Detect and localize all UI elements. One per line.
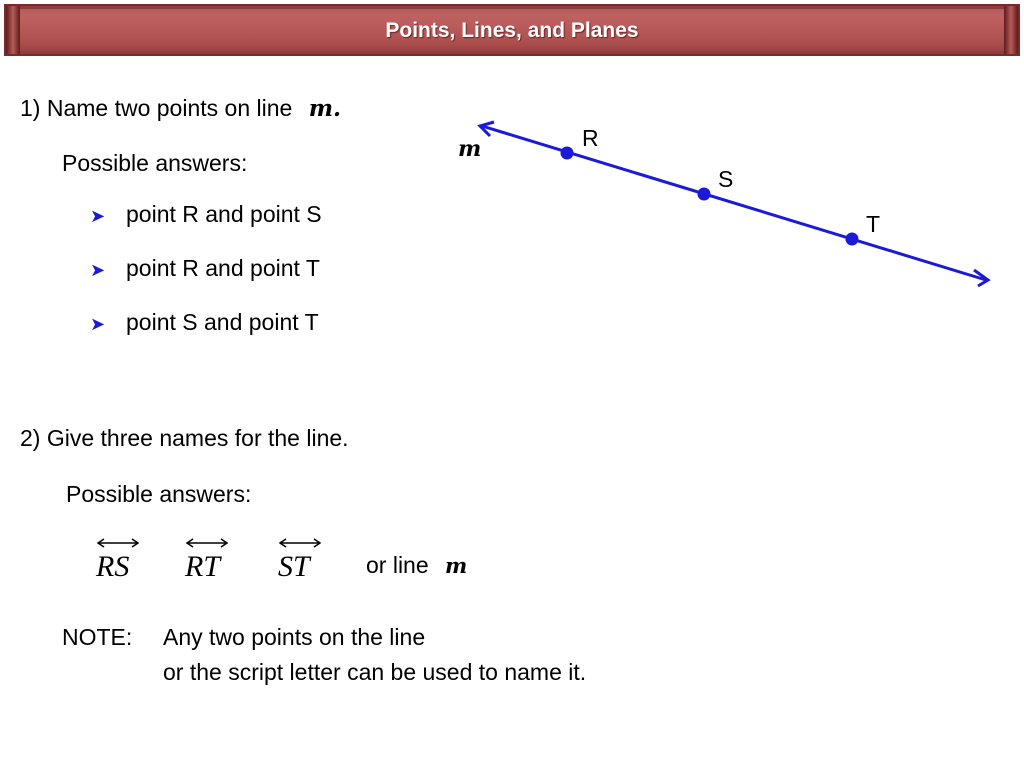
line-m <box>482 126 986 280</box>
arrowhead-bullet-icon: ➤ <box>90 260 106 280</box>
line-name-rs <box>96 552 129 582</box>
line-name-rt <box>185 552 220 582</box>
arrowhead-bullet-icon: ➤ <box>90 314 106 334</box>
question-1-line-letter: m. <box>308 95 342 122</box>
point-t-label: T <box>866 211 881 237</box>
point-s <box>698 188 711 201</box>
note-line-2: or the script letter can be used to name it. <box>163 659 587 685</box>
line-name-text: ST <box>278 550 310 583</box>
question-2-possible-label: Possible answers: <box>66 481 252 507</box>
point-r <box>561 147 574 160</box>
answer-text: point S and point T <box>126 309 319 335</box>
question-1-prompt: 1) Name two points on line <box>20 95 293 121</box>
arrowhead-bullet-icon: ➤ <box>90 206 106 226</box>
point-r-label: R <box>582 125 599 151</box>
point-s-label: S <box>718 166 734 192</box>
line-m-label: m <box>458 136 482 162</box>
or-line-text <box>366 554 467 577</box>
double-arrow-icon <box>96 538 140 548</box>
point-t <box>846 233 859 246</box>
page-title: Points, Lines, and Planes <box>385 19 639 42</box>
note-line-1: Any two points on the line <box>163 624 426 650</box>
question-1-possible-label: Possible answers: <box>62 150 248 176</box>
line-name-text: RS <box>96 550 130 583</box>
double-arrow-icon <box>278 538 322 548</box>
note-label: NOTE: <box>62 624 133 650</box>
or-line-label: or line <box>366 552 429 578</box>
line-name-text: RT <box>185 550 221 583</box>
line-name-st <box>278 552 310 582</box>
answer-text: point R and point T <box>126 255 320 281</box>
answer-text: point R and point S <box>126 201 322 227</box>
question-2-prompt: 2) Give three names for the line. <box>20 425 349 451</box>
or-line-letter: m <box>445 553 468 578</box>
double-arrow-icon <box>185 538 229 548</box>
